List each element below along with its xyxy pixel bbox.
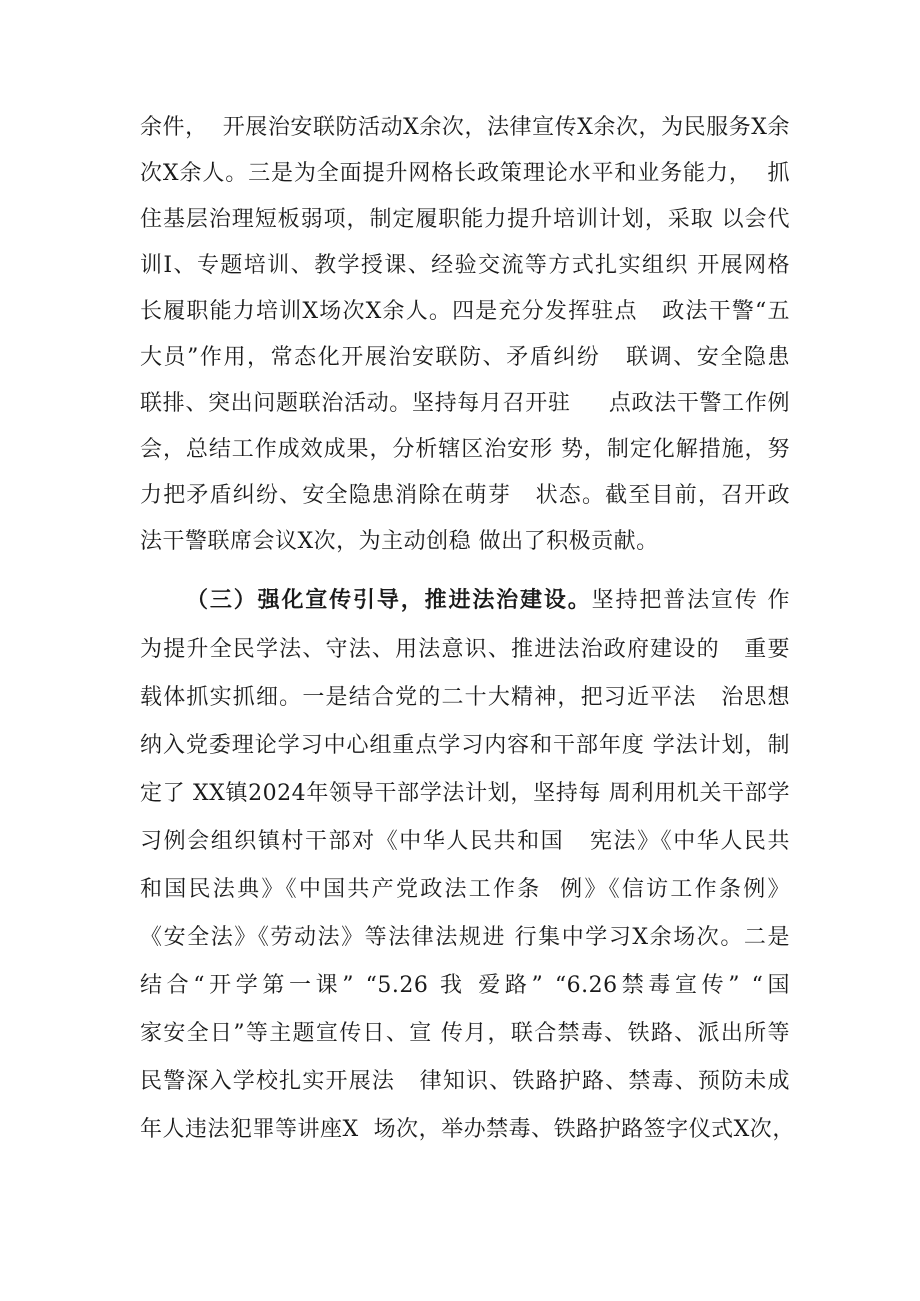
text-line: 年人违法犯罪等讲座X 场次，举办禁毒、铁路护路签字仪式X次，: [140, 1117, 795, 1142]
text-line: 住基层治理短板弱项，制定履职能力提升培训计划，采取 以会代: [140, 207, 790, 232]
text-line: 纳入党委理论学习中心组重点学习内容和干部年度 学法计划，制: [140, 733, 790, 758]
text-line: 载体抓实抓细。一是结合党的二十大精神，把习近平法 治思想: [140, 685, 790, 710]
text-line: 大员”作用，常态化开展治安联防、矛盾纠纷 联调、安全隐患: [140, 345, 790, 370]
text-line: 会，总结工作成效成果，分析辖区治安形 势，制定化解措施，努: [140, 437, 790, 462]
text-line: 定了 XX镇2024年领导干部学法计划，坚持每 周利用机关干部学: [140, 781, 790, 806]
section-heading: （三）强化宣传引导，推进法治建设。: [186, 587, 592, 613]
text-line: 法干警联席会议X次，为主动创稳 做出了积极贡献。: [140, 529, 659, 554]
text-line: 联排、突出问题联治活动。坚持每月召开驻 点政法干警工作例: [140, 391, 790, 416]
text-line: 家安全日”等主题宣传日、宣 传月，联合禁毒、铁路、派出所等: [140, 1021, 790, 1046]
section-heading-rest: 坚持把普法宣传 作: [591, 588, 790, 613]
text-line: 次X余人。三是为全面提升网格长政策理论水平和业务能力， 抓: [140, 161, 790, 186]
text-line: 民警深入学校扎实开展法 律知识、铁路护路、禁毒、预防未成: [140, 1069, 790, 1094]
text-line: 训I、专题培训、教学授课、经验交流等方式扎实组织 开展网格: [140, 253, 790, 278]
text-line: 力把矛盾纠纷、安全隐患消除在萌芽 状态。截至目前，召开政: [140, 483, 790, 508]
text-line: 习例会组织镇村干部对《中华人民共和国 宪法》《中华人民共: [140, 829, 790, 854]
text-line: 《安全法》《劳动法》等法律法规进 行集中学习X余场次。二是: [140, 925, 790, 950]
text-line: 为提升全民学法、守法、用法意识、推进法治政府建设的 重要: [140, 637, 790, 662]
text-line: 余件， 开展治安联防活动X余次，法律宣传X余次，为民服务X余: [140, 115, 790, 140]
text-line: 和国民法典》《中国共产党政法工作条 例》《信访工作条例》: [140, 877, 790, 902]
text-line: 结合“开学第一课” “5.26 我 爱路” “6.26禁毒宣传” “国: [140, 973, 790, 998]
text-line: 长履职能力培训X场次X余人。四是充分发挥驻点 政法干警“五: [140, 299, 790, 324]
section-heading-line: [186, 586, 790, 614]
